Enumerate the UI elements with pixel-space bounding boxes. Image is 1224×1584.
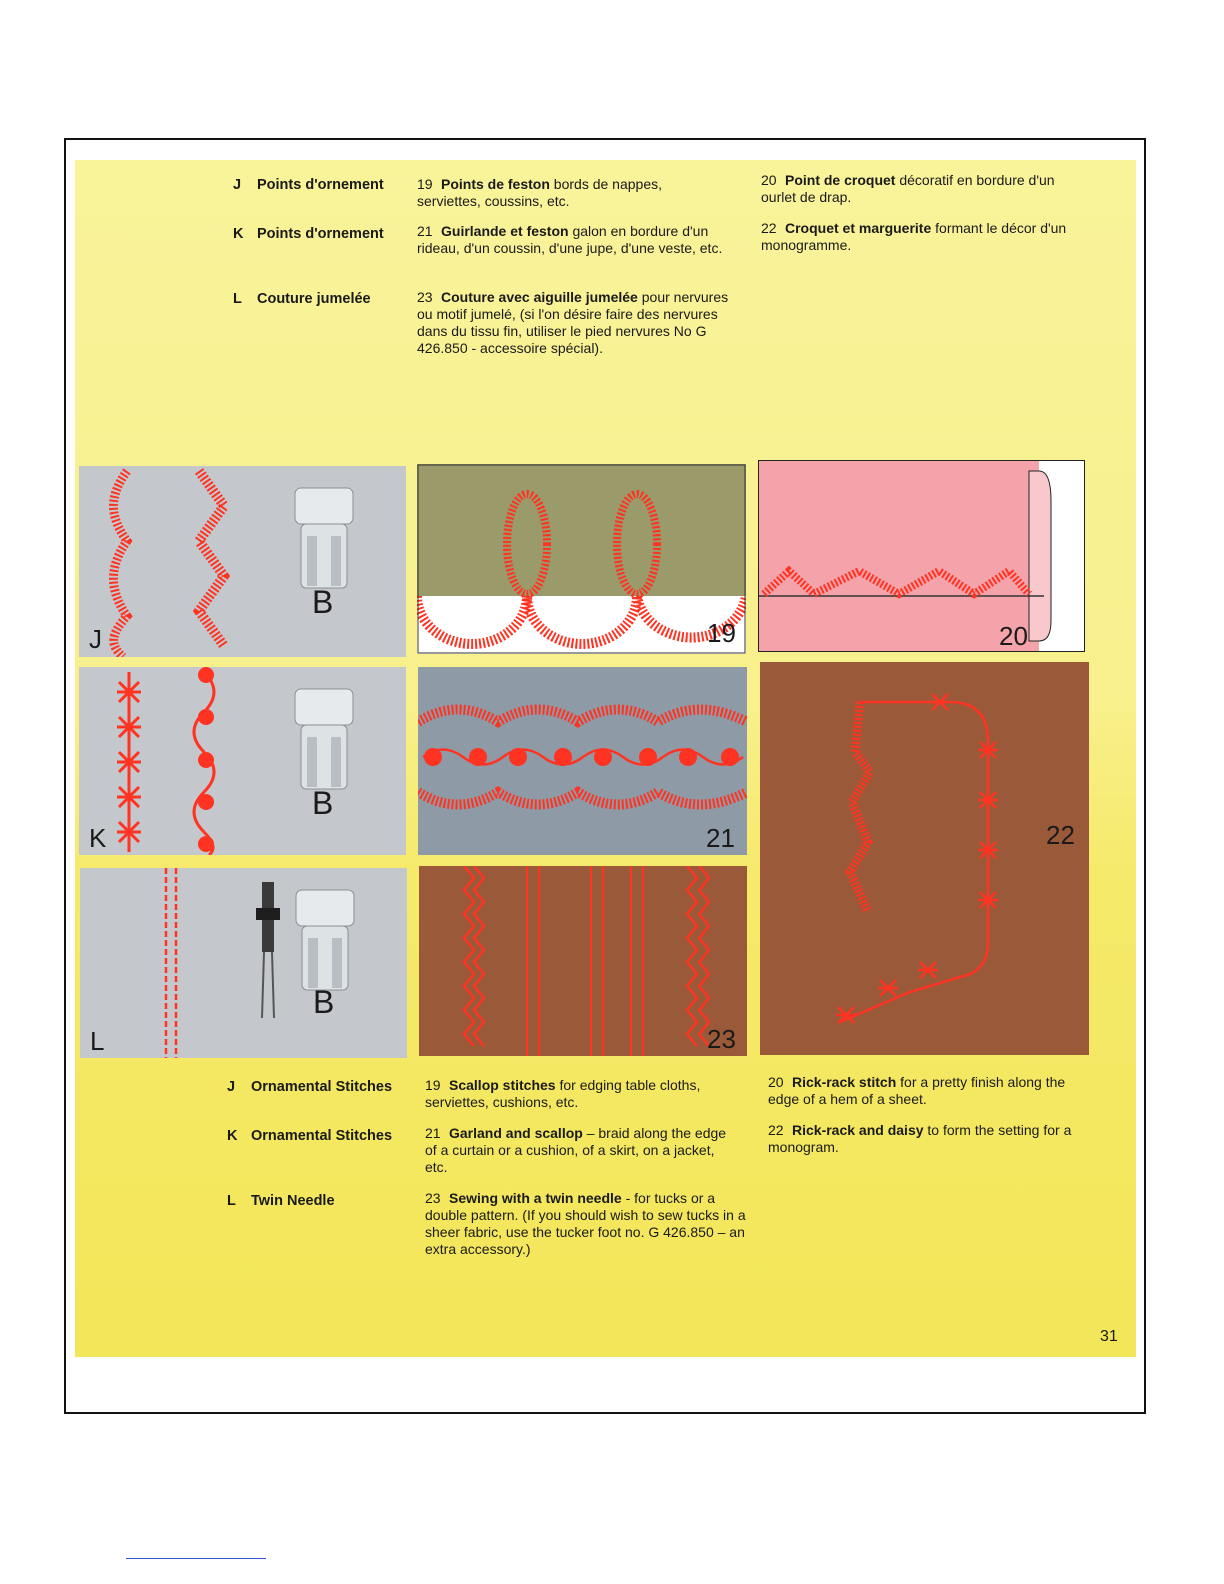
figure-label-j: J (89, 624, 102, 654)
scallop-stitch-illustration (417, 464, 746, 654)
figure-number-22: 22 (1046, 820, 1075, 850)
figure-23 (419, 866, 747, 1056)
en-item-20: 20 Rick-rack stitch for a pretty finish along the edge of a hem of a sheet. (768, 1074, 1066, 1107)
en-label-k: K Ornamental Stitches (227, 1128, 393, 1144)
en-label-j: J Ornamental Stitches (227, 1079, 393, 1095)
fr-label-k: K Points d'ornement (233, 226, 384, 242)
foot-letter-j: B (312, 584, 334, 620)
figure-20 (758, 460, 1085, 652)
panel-l-stitches (80, 868, 407, 1058)
fr-item-19: 19 Points de feston bords de nappes, serviettes, coussins, etc. (417, 176, 662, 209)
footnote-rule (126, 1558, 266, 1559)
en-item-22: 22 Rick-rack and daisy to form the setting for a monogram. (768, 1122, 1072, 1155)
stitch-k-illustration (79, 667, 406, 855)
figure-19 (417, 464, 746, 654)
presser-foot-icon (295, 689, 353, 789)
garland-scallop-illustration (418, 667, 747, 855)
fr-item-21: 21 Guirlande et feston galon en bordure d'un rideau, d'un coussin, d'une jupe, d'une veste, etc. (417, 223, 723, 256)
rick-rack-daisy-monogram-illustration (760, 662, 1089, 1055)
fr-item-23: 23 Couture avec aiguille jumelée pour nervures ou motif jumelé, (si l'on désire faire des nervures dans du tissu fin, utiliser le pied nervures No G 426.850 - accessoire spécial). (417, 289, 729, 356)
en-item-21: 21 Garland and scallop – braid along the edge of a curtain or a cushion, of a skirt, on a jacket, etc. (425, 1125, 727, 1175)
foot-letter-l: B (313, 984, 335, 1020)
presser-foot-icon (295, 488, 353, 588)
en-label-l: L Twin Needle (227, 1193, 335, 1209)
figure-22 (760, 662, 1089, 1055)
figure-number-20: 20 (999, 621, 1028, 651)
daisy-stitch-icon (117, 672, 141, 852)
twin-needle-icon (256, 882, 280, 1018)
panel-k-stitches (79, 667, 406, 855)
rick-rack-stitch-illustration (759, 461, 1085, 652)
figure-number-23: 23 (707, 1024, 736, 1054)
stitch-j-illustration (79, 466, 406, 657)
figure-number-19: 19 (707, 618, 736, 648)
figure-label-l: L (90, 1026, 105, 1056)
stitch-l-illustration (80, 868, 407, 1058)
twin-needle-tucks-illustration (419, 866, 747, 1056)
en-item-23: 23 Sewing with a twin needle - for tucks or a double pattern. (If you should wish to sew tucks in a sheer fabric, use the tucker foot no. G 426.850 – an extra accessory.) (425, 1190, 746, 1257)
fr-label-l: L Couture jumelée (233, 291, 371, 307)
presser-foot-icon (296, 890, 354, 990)
panel-j-stitches (79, 466, 406, 657)
en-item-19: 19 Scallop stitches for edging table cloths, serviettes, cushions, etc. (425, 1077, 701, 1110)
figure-number-21: 21 (706, 823, 735, 853)
fr-item-22: 22 Croquet et marguerite formant le décor d'un monogramme. (761, 220, 1067, 253)
fr-label-j: J Points d'ornement (233, 177, 384, 193)
foot-letter-k: B (312, 785, 334, 821)
page-number: 31 (1100, 1328, 1118, 1345)
figure-label-k: K (89, 823, 107, 853)
fr-item-20: 20 Point de croquet décoratif en bordure d'un ourlet de drap. (761, 172, 1055, 205)
figure-21 (418, 667, 747, 855)
